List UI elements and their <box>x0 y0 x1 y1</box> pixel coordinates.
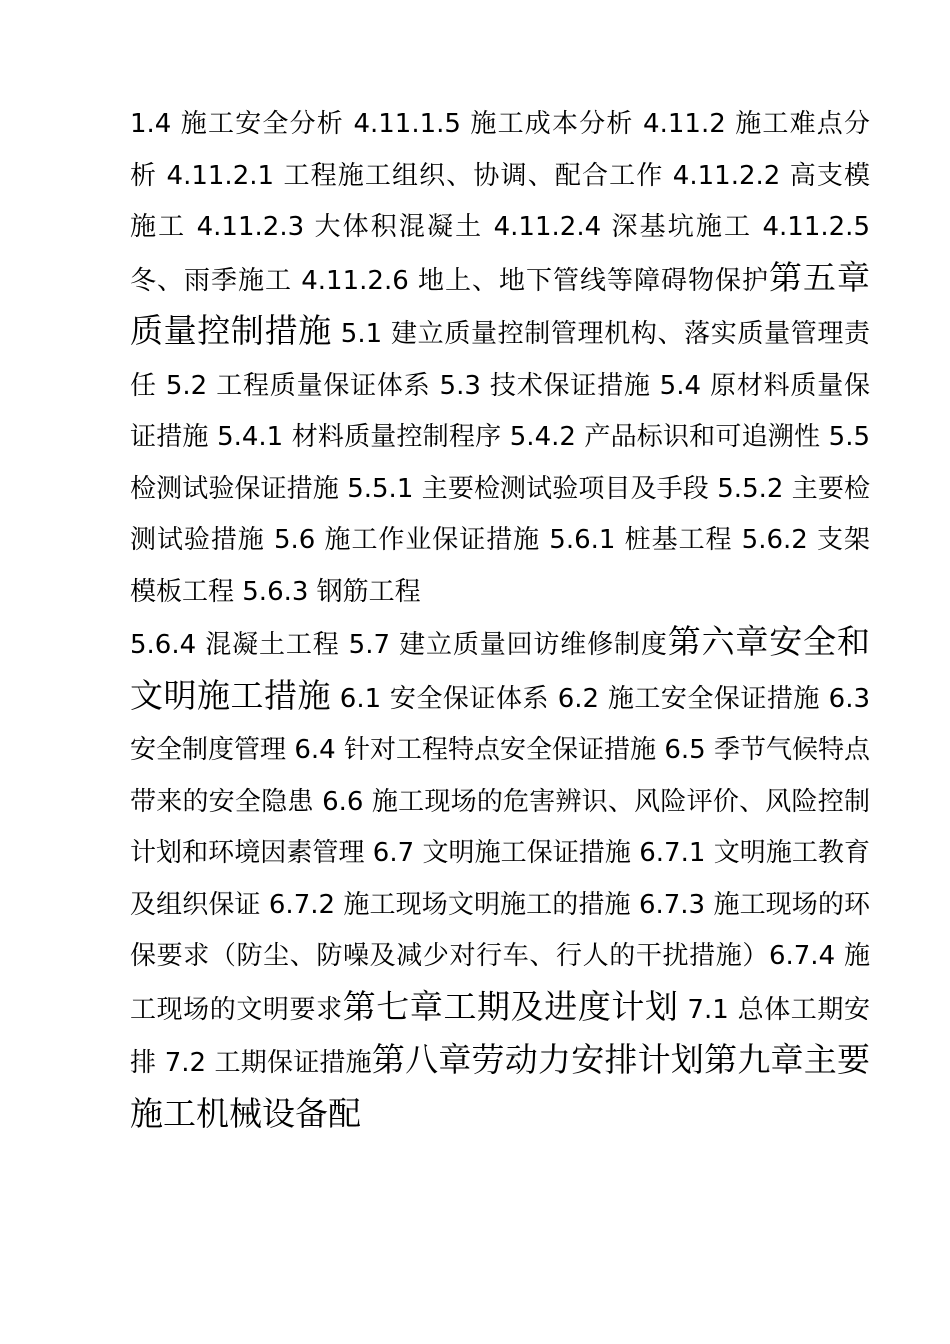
toc-text: 7.1 总体工期安排 7.2 工期保证措施 <box>130 994 870 1078</box>
chapter-heading: 第五章质量控制措施 <box>130 257 870 350</box>
toc-text: 6.1 安全保证体系 6.2 施工安全保证措施 6.3 安全制度管理 6.4 针对工程特点安全保证措施 6.5 季节气候特点带来的安全隐患 6.6 施工现场的危害辨识、风险评价、风险控制计划和环境因素管理 6.7 文明施工保证措施 6.7.1 文明施工教育及组织保证 6.7.2 施工现场文明施工的措施 6.7.3 施工现场的环保要求（防尘、防噪及减少对行车、行人的干扰措施）6.7.4 施工现场的文明要求 <box>130 683 870 1025</box>
chapter-heading: 第八章劳动力安排计划第九章主要施工机械设备配 <box>130 1040 871 1133</box>
toc-paragraph-2 <box>130 617 870 1140</box>
chapter-heading: 第七章工期及进度计划 <box>342 986 679 1026</box>
toc-text: 1.4 施工安全分析 4.11.1.5 施工成本分析 4.11.2 施工难点分析 4.11.2.1 工程施工组织、协调、配合工作 4.11.2.2 高支模施工 4.11.2.3 大体积混凝土 4.11.2.4 深基坑施工 4.11.2.5 冬、雨季施工 4.11.2.6 地上、地下管线等障碍物保护 <box>130 109 870 296</box>
toc-text: 5.6.4 混凝土工程 5.7 建立质量回访维修制度 <box>130 630 668 660</box>
toc-paragraph-1 <box>130 98 870 617</box>
toc-text: 5.1 建立质量控制管理机构、落实质量管理责任 5.2 工程质量保证体系 5.3 技术保证措施 5.4 原材料质量保证措施 5.4.1 材料质量控制程序 5.4.2 产品标识和可追溯性 5.5 检测试验保证措施 5.5.1 主要检测试验项目及手段 5.5.2 主要检测试验措施 5.6 施工作业保证措施 5.6.1 桩基工程 5.6.2 支架模板工程 5.6.3 钢筋工程 <box>130 319 870 607</box>
chapter-heading: 第六章安全和文明施工措施 <box>130 622 870 715</box>
document-page <box>130 98 870 1140</box>
